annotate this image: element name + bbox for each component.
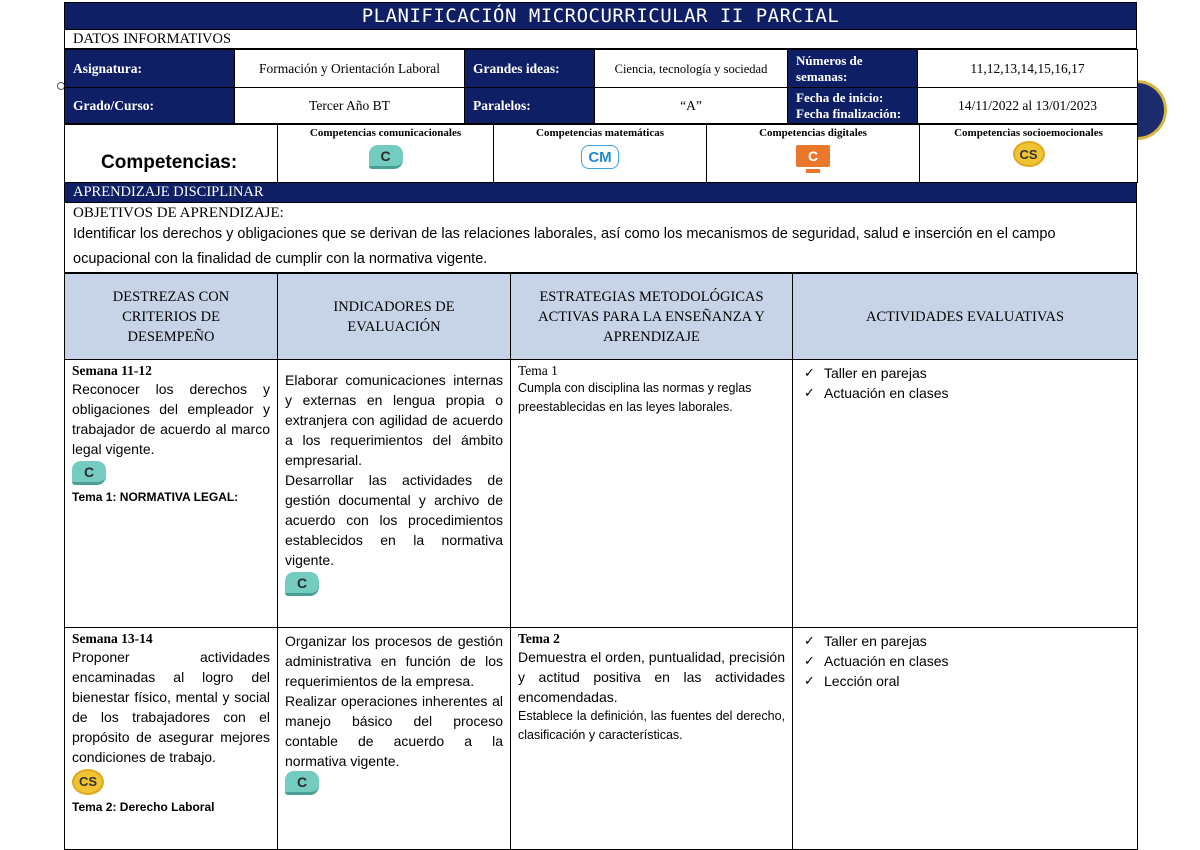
destreza-cell bbox=[65, 628, 278, 850]
semanas-value: 11,12,13,14,15,16,17 bbox=[918, 50, 1138, 88]
indicador-text: Elaborar comunicaciones internas y externas en lengua propia o extranjera con agilidad de acuerdo a los requerimientos del ámbito empresarial. bbox=[285, 372, 503, 468]
competencia-matematica-name: Competencias matemáticas bbox=[536, 127, 664, 139]
actividades-cell bbox=[793, 628, 1138, 850]
list-item: ✓ Taller en parejas bbox=[800, 363, 1130, 383]
destreza-text: Proponer actividades encaminadas al logro del bienestar físico, mental y social de los trabajadores con el propósito de asegurar mejores condiciones de trabajo. bbox=[72, 649, 270, 765]
fechas-labels bbox=[788, 88, 918, 124]
chat-bubble-icon: C bbox=[285, 771, 319, 795]
fecha-inicio-label: Fecha de inicio: bbox=[796, 89, 884, 105]
estrategia-cell bbox=[511, 360, 793, 628]
grandes-ideas-label: Grandes ideas: bbox=[465, 50, 595, 88]
fecha-fin-label: Fecha finalización: bbox=[796, 105, 902, 121]
fechas-value: 14/11/2022 al 13/01/2023 bbox=[918, 88, 1138, 124]
competencia-digital-name: Competencias digitales bbox=[759, 127, 867, 139]
institution-seal-icon bbox=[1137, 80, 1167, 150]
chat-bubble-icon: C bbox=[369, 145, 403, 169]
paralelos-value: “A” bbox=[595, 88, 788, 124]
monitor-icon: C bbox=[796, 145, 830, 167]
grandes-ideas-value: Ciencia, tecnología y sociedad bbox=[595, 50, 788, 88]
datos-table bbox=[64, 49, 1138, 124]
table-row bbox=[65, 628, 1138, 850]
header-indicadores: INDICADORES DE EVALUACIÓN bbox=[278, 274, 511, 360]
math-icon: CM bbox=[581, 145, 619, 169]
estrategia-tema: Tema 1 bbox=[518, 363, 558, 378]
list-item: ✓ Actuación en clases bbox=[800, 383, 1130, 403]
semana-label: Semana 11-12 bbox=[72, 363, 152, 378]
emotion-icon: CS bbox=[72, 769, 104, 795]
competencia-comunicacional-name: Competencias comunicacionales bbox=[309, 127, 462, 139]
estrategia-text: Establece la definición, las fuentes del derecho, clasificación y características. bbox=[518, 709, 785, 742]
indicador-cell bbox=[278, 628, 511, 850]
header-actividades: ACTIVIDADES EVALUATIVAS bbox=[793, 274, 1138, 360]
objetivo-text: Identificar los derechos y obligaciones que se derivan de las relaciones laborales, así como los mecanismos de seguridad, salud e inserción en el campo ocupacional con la finalidad de cumplir con la normativa vigente. bbox=[73, 226, 1056, 267]
competencia-digital bbox=[707, 125, 920, 183]
document-title: PLANIFICACIÓN MICROCURRICULAR II PARCIAL bbox=[64, 2, 1137, 30]
aprendizaje-heading: APRENDIZAJE DISCIPLINAR bbox=[64, 183, 1137, 203]
list-item: ✓ Actuación en clases bbox=[800, 651, 1130, 671]
tema-label: Tema 1: NORMATIVA LEGAL: bbox=[72, 490, 239, 504]
indicador-text: Organizar los procesos de gestión administrativa en función de los requerimientos de la empresa. bbox=[285, 633, 503, 689]
semana-label: Semana 13-14 bbox=[72, 631, 153, 646]
semanas-label: Números de semanas: bbox=[788, 50, 918, 88]
objetivos-label: OBJETIVOS DE APRENDIZAJE: bbox=[73, 205, 284, 221]
planning-document bbox=[64, 2, 1137, 848]
indicador-text: Desarrollar las actividades de gestión documental y archivo de acuerdo con los procedimientos establecidos en la normativa vigente. bbox=[285, 472, 503, 568]
chat-bubble-icon: C bbox=[72, 461, 106, 485]
competencias-table bbox=[64, 124, 1138, 183]
grado-value: Tercer Año BT bbox=[235, 88, 465, 124]
asignatura-value: Formación y Orientación Laboral bbox=[235, 50, 465, 88]
list-item: ✓ Taller en parejas bbox=[800, 631, 1130, 651]
indicador-cell bbox=[278, 360, 511, 628]
emotion-icon: CS bbox=[1013, 141, 1045, 167]
competencia-matematica bbox=[494, 125, 707, 183]
competencia-comunicacional bbox=[278, 125, 494, 183]
estrategia-cell bbox=[511, 628, 793, 850]
estrategia-text: Cumpla con disciplina las normas y reglas preestablecidas en las leyes laborales. bbox=[518, 381, 752, 414]
chat-bubble-icon: C bbox=[285, 572, 319, 596]
estrategia-tema: Tema 2 bbox=[518, 631, 560, 646]
list-item: ✓ Lección oral bbox=[800, 671, 1130, 691]
indicador-text: Realizar operaciones inherentes al manejo básico del proceso contable de acuerdo a la normativa vigente. bbox=[285, 693, 503, 769]
estrategia-text: Demuestra el orden, puntualidad, precisión y actitud positiva en las actividades encomendadas. bbox=[518, 649, 785, 705]
asignatura-label: Asignatura: bbox=[65, 50, 235, 88]
header-estrategias: ESTRATEGIAS METODOLÓGICAS ACTIVAS PARA LA ENSEÑANZA Y APRENDIZAJE bbox=[511, 274, 793, 360]
objetivos-section bbox=[64, 203, 1137, 273]
competencia-socioemocional bbox=[920, 125, 1138, 183]
actividades-cell bbox=[793, 360, 1138, 628]
datos-informativos-heading: DATOS INFORMATIVOS bbox=[64, 30, 1137, 49]
grado-label: Grado/Curso: bbox=[65, 88, 235, 124]
competencia-socioemocional-name: Competencias socioemocionales bbox=[954, 127, 1103, 139]
paralelos-label: Paralelos: bbox=[465, 88, 595, 124]
table-row bbox=[65, 360, 1138, 628]
tema-label: Tema 2: Derecho Laboral bbox=[72, 800, 215, 814]
planning-grid bbox=[64, 273, 1138, 850]
competencias-label: Competencias: bbox=[65, 125, 278, 183]
header-destrezas: DESTREZAS CON CRITERIOS DE DESEMPEÑO bbox=[65, 274, 278, 360]
destreza-cell bbox=[65, 360, 278, 628]
destreza-text: Reconocer los derechos y obligaciones del empleador y trabajador de acuerdo al marco legal vigente. bbox=[72, 381, 270, 457]
